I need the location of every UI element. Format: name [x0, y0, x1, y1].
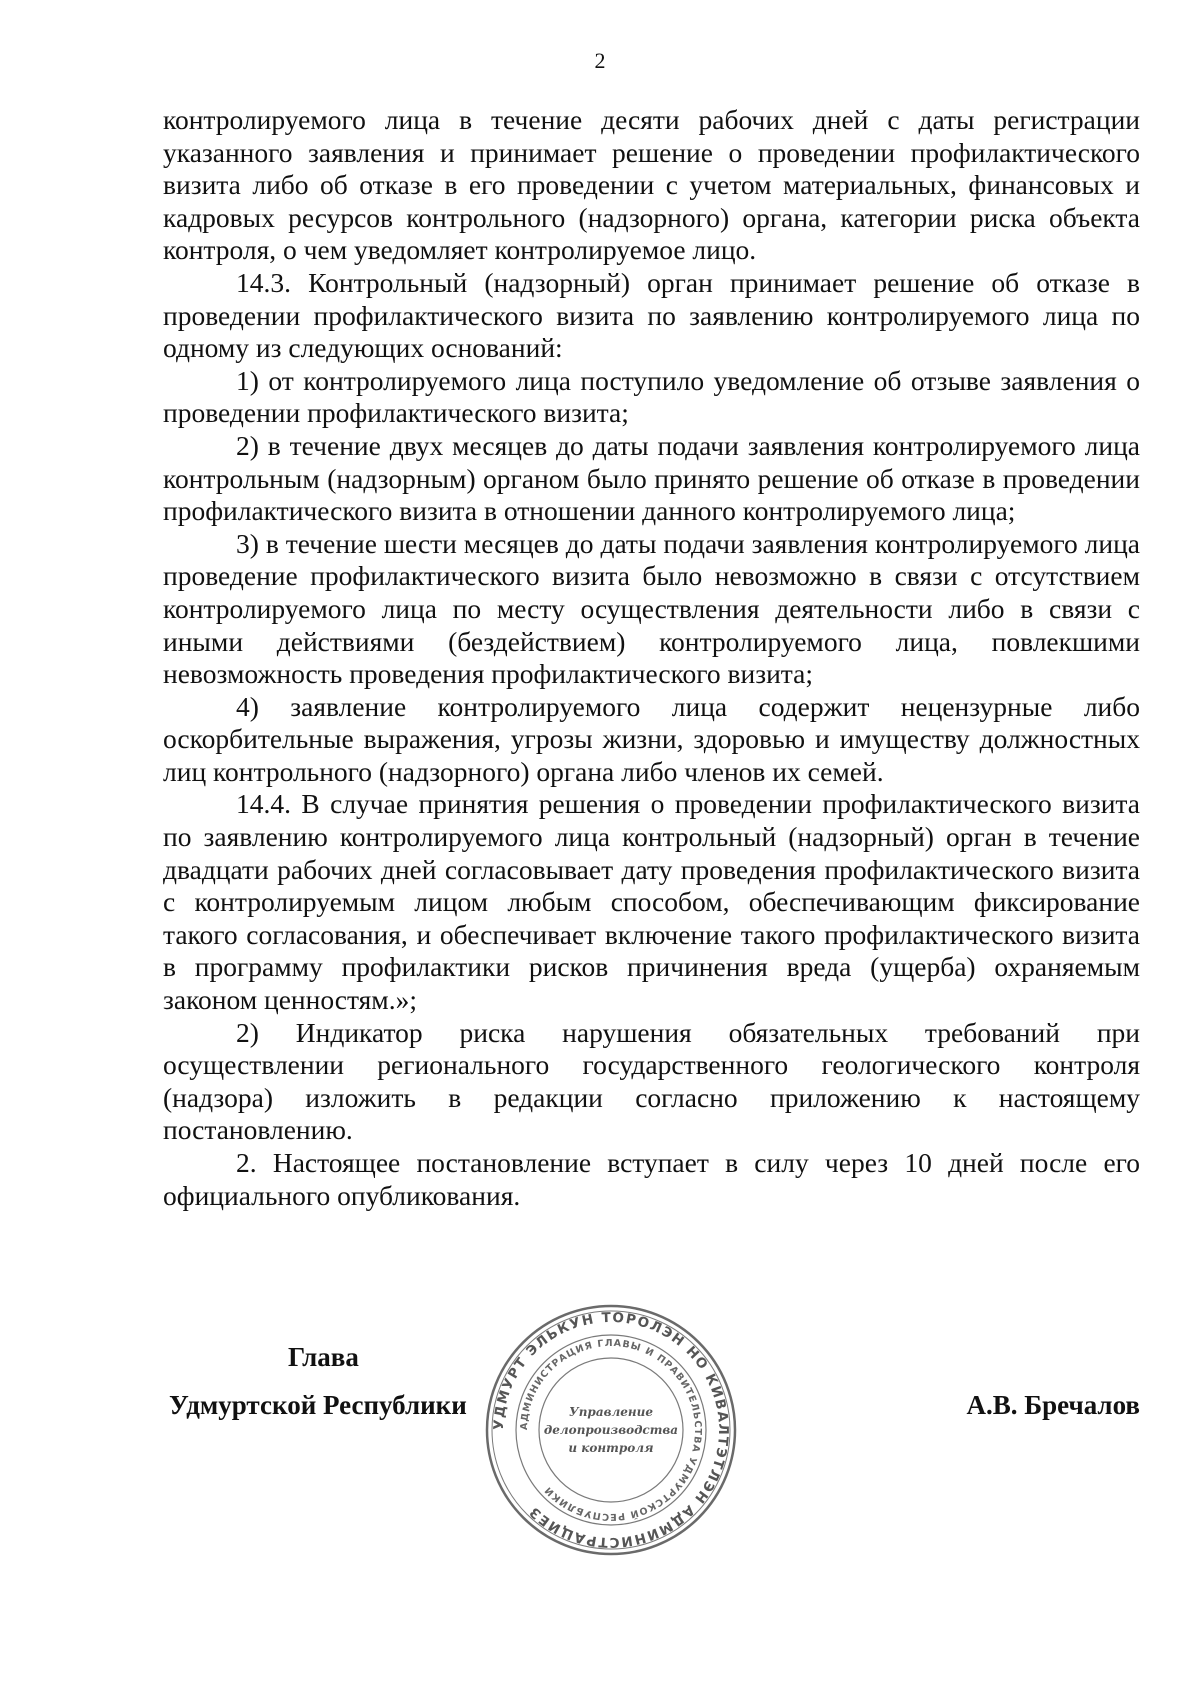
- paragraph: 2. Настоящее постановление вступает в силу через 10 дней после его официального опубликования.: [163, 1147, 1140, 1211]
- seal-inner-text: АДМИНИСТРАЦИЯ ГЛАВЫ И ПРАВИТЕЛЬСТВА УДМУРТСКОЙ РЕСПУБЛИКИ: [518, 1337, 704, 1523]
- paragraph: 3) в течение шести месяцев до даты подачи заявления контролируемого лица проведение профилактического визита было невозможно в связи с отсутствием контролируемого лица по месту осуществления деятельности либо в связи с иными действиями (бездействием) контролируемого лица, повлекшими невозможность проведения профилактического визита;: [163, 527, 1140, 690]
- signatory-name: А.В. Бречалов: [966, 1390, 1140, 1420]
- page-number: 2: [594, 48, 606, 73]
- seal-outer-text: УДМУРТ ЭЛЬКУН ТОРОЛЭН НО КИВАЛТЭТЛЭН АДМИНИСТРАЦИЕЗ: [490, 1309, 732, 1551]
- paragraph: контролируемого лица в течение десяти рабочих дней с даты регистрации указанного заявления и принимает решение о проведении профилактического визита либо об отказе в его проведении с учетом материальных, финансовых и кадровых ресурсов контрольного (надзорного) органа, категории риска объекта контроля, о чем уведомляет контролируемое лицо.: [163, 104, 1140, 266]
- seal-center-line: делопроизводства: [543, 1423, 679, 1437]
- signatory-title: Глава: [288, 1342, 359, 1372]
- official-seal: [481, 1300, 741, 1560]
- paragraph: 14.4. В случае принятия решения о проведении профилактического визита по заявлению контролируемого лица контрольный (надзорный) орган в течение двадцати рабочих дней согласовывает дату проведения профилактического визита с контролируемым лицом любым способом, обеспечивающим фиксирование такого согласования, и обеспечивает включение такого профилактического визита в программу профилактики рисков причинения вреда (ущерба) охраняемым законом ценностям.»;: [163, 788, 1140, 1016]
- seal-center-line: и контроля: [568, 1441, 654, 1455]
- paragraph: 1) от контролируемого лица поступило уведомление об отзыве заявления о проведении профилактического визита;: [163, 364, 1140, 429]
- paragraph: 14.3. Контрольный (надзорный) орган принимает решение об отказе в проведении профилактического визита по заявлению контролируемого лица по одному из следующих оснований:: [163, 266, 1140, 364]
- paragraph: 4) заявление контролируемого лица содержит нецензурные либо оскорбительные выражения, угрозы жизни, здоровью и имуществу должностных лиц контрольного (надзорного) органа либо членов их семей.: [163, 690, 1140, 787]
- seal-graphic: [481, 1300, 741, 1560]
- paragraph: 2) Индикатор риска нарушения обязательных требований при осуществлении регионального государственного геологического контроля (надзора) изложить в редакции согласно приложению к настоящему постановлению.: [163, 1016, 1140, 1146]
- seal-center-line: Управление: [568, 1405, 654, 1419]
- document-body: [163, 104, 1140, 1212]
- signatory-title: Удмуртской Республики: [169, 1390, 467, 1420]
- paragraph: 2) в течение двух месяцев до даты подачи заявления контролируемого лица контрольным (надзорным) органом было принято решение об отказе в проведении профилактического визита в отношении данного контролируемого лица;: [163, 429, 1140, 527]
- signature-block: [163, 1300, 1140, 1560]
